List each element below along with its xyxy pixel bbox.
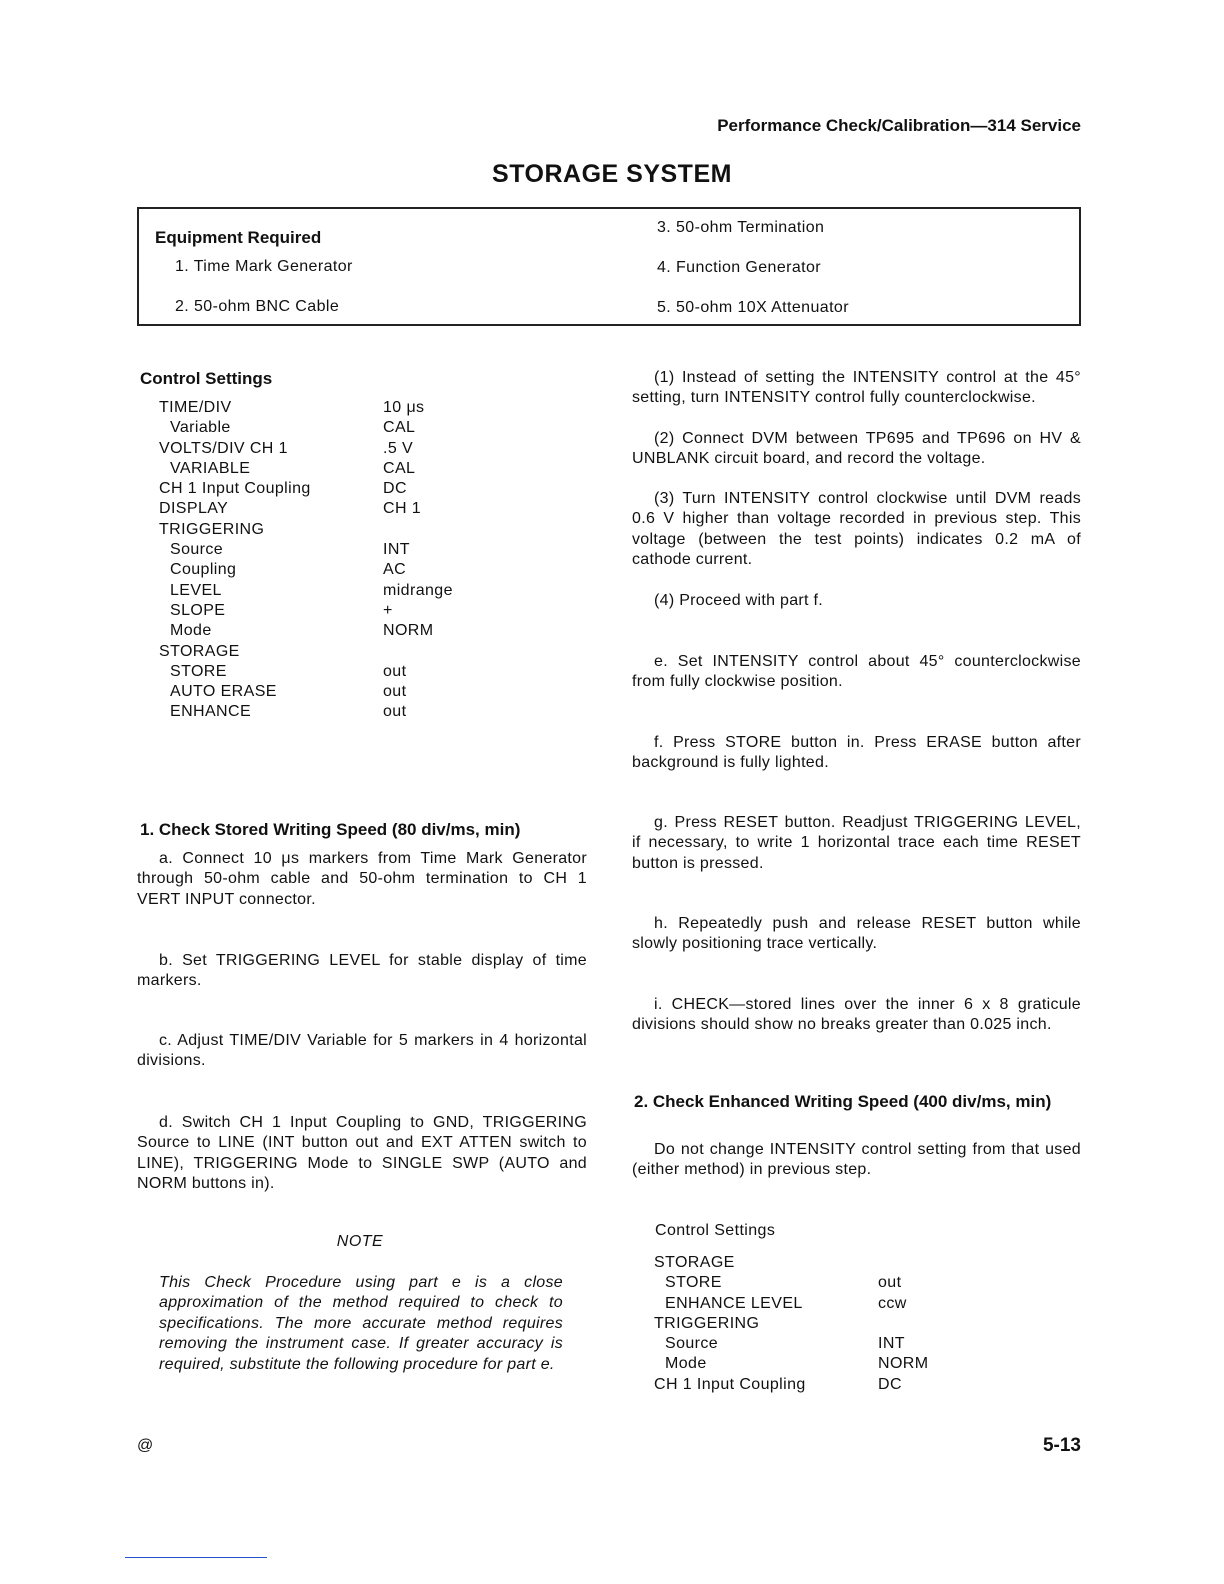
- step2-intro: Do not change INTENSITY control setting from that used (either method) in previous step.: [632, 1141, 1081, 1179]
- setting-label: STORAGE: [159, 642, 240, 660]
- settings-row: [159, 479, 499, 499]
- setting-value: 10 μs: [383, 399, 425, 416]
- equipment-item: 3. 50-ohm Termination: [657, 219, 825, 236]
- settings-row: [654, 1375, 954, 1395]
- running-head: Performance Check/Calibration—314 Service: [717, 116, 1081, 135]
- settings-row: [159, 398, 499, 418]
- setting-label: AUTO ERASE: [170, 683, 277, 701]
- setting-label: Coupling: [170, 561, 237, 579]
- setting-value: out: [383, 703, 407, 721]
- control-settings-table: [159, 398, 499, 723]
- step1-part-i: i. CHECK—stored lines over the inner 6 x 8 graticule divisions should show no breaks greater than 0.025 inch.: [632, 996, 1081, 1034]
- setting-label: VARIABLE: [170, 459, 251, 477]
- setting-label: DISPLAY: [159, 500, 229, 518]
- setting-label: STORE: [665, 1274, 722, 1292]
- settings-row: [159, 601, 499, 621]
- settings-row: [654, 1294, 954, 1314]
- setting-label: STORE: [170, 662, 227, 680]
- setting-value: DC: [878, 1375, 902, 1393]
- setting-value: CAL: [383, 459, 416, 477]
- settings-row: [654, 1334, 954, 1354]
- setting-value: NORM: [878, 1355, 929, 1373]
- setting-label: Source: [170, 541, 224, 559]
- setting-label: LEVEL: [170, 581, 222, 599]
- page-number: 5-13: [1042, 1435, 1081, 1456]
- setting-label: VOLTS/DIV CH 1: [159, 439, 288, 457]
- step1-heading: 1. Check Stored Writing Speed (80 div/ms, min): [140, 820, 521, 839]
- step2-heading: 2. Check Enhanced Writing Speed (400 div/ms, min): [634, 1092, 1052, 1111]
- page-title: STORAGE SYSTEM: [492, 160, 732, 188]
- step2-settings-table: [654, 1253, 954, 1395]
- setting-value: DC: [383, 480, 407, 498]
- step1-part-c: c. Adjust TIME/DIV Variable for 5 markers in 4 horizontal divisions.: [137, 1032, 587, 1070]
- settings-row: [159, 702, 499, 722]
- settings-row: [159, 520, 499, 540]
- footer-mark: @: [137, 1437, 154, 1454]
- settings-row: [159, 560, 499, 580]
- settings-row: [159, 439, 499, 459]
- settings-row: [159, 581, 499, 601]
- setting-label: TIME/DIV: [159, 399, 232, 416]
- setting-value: out: [383, 683, 407, 701]
- setting-label: SLOPE: [170, 601, 226, 619]
- setting-value: NORM: [383, 622, 434, 640]
- footer-rule: [125, 1557, 267, 1558]
- setting-value: .5 V: [383, 439, 414, 457]
- setting-label: Mode: [665, 1355, 707, 1373]
- setting-label: Variable: [170, 419, 231, 437]
- setting-label: TRIGGERING: [654, 1314, 760, 1332]
- settings-row: [159, 642, 499, 662]
- settings-row: [159, 418, 499, 438]
- settings-row: [159, 662, 499, 682]
- setting-value: midrange: [383, 581, 453, 599]
- settings-row: [159, 621, 499, 641]
- settings-row: [654, 1253, 954, 1273]
- step2-settings-heading: Control Settings: [655, 1222, 776, 1239]
- setting-label: ENHANCE LEVEL: [665, 1294, 803, 1312]
- control-settings-heading: Control Settings: [140, 369, 273, 388]
- settings-row: [159, 459, 499, 479]
- step1-part-e: e. Set INTENSITY control about 45° counterclockwise from fully clockwise position.: [632, 653, 1081, 691]
- setting-value: INT: [383, 541, 410, 559]
- setting-value: AC: [383, 561, 407, 579]
- settings-row: [159, 540, 499, 560]
- setting-value: CH 1: [383, 500, 422, 518]
- settings-row: [159, 682, 499, 702]
- setting-label: Source: [665, 1335, 719, 1353]
- setting-label: ENHANCE: [170, 703, 252, 721]
- note-title-text: NOTE: [336, 1233, 384, 1250]
- equipment-item: 4. Function Generator: [657, 259, 822, 276]
- step1-part-a: a. Connect 10 μs markers from Time Mark Generator through 50-ohm cable and 50-ohm termination to CH 1 VERT INPUT connector.: [137, 850, 587, 908]
- step1-part-h: h. Repeatedly push and release RESET button while slowly positioning trace vertically.: [632, 915, 1081, 953]
- setting-value: out: [383, 662, 407, 680]
- setting-value: CAL: [383, 419, 416, 437]
- note-body: This Check Procedure using part e is a close approximation of the method required to check to specifications. The more accurate method requires removing the instrument case. If greater accuracy is required, substitute the following procedure for part e.: [159, 1274, 563, 1373]
- settings-row: [654, 1273, 954, 1293]
- alt-step-2: (2) Connect DVM between TP695 and TP696 on HV & UNBLANK circuit board, and record the voltage.: [632, 430, 1081, 468]
- note-title: [0, 1233, 720, 1251]
- settings-row: [654, 1354, 954, 1374]
- equipment-item: 1. Time Mark Generator: [175, 258, 353, 275]
- setting-label: CH 1 Input Coupling: [159, 480, 311, 498]
- equipment-heading: Equipment Required: [155, 228, 322, 247]
- setting-label: STORAGE: [654, 1254, 735, 1271]
- alt-step-1: (1) Instead of setting the INTENSITY control at the 45° setting, turn INTENSITY control fully counterclockwise.: [632, 369, 1081, 407]
- equipment-item: 2. 50-ohm BNC Cable: [175, 298, 340, 315]
- setting-label: TRIGGERING: [159, 520, 265, 538]
- step1-part-f: f. Press STORE button in. Press ERASE button after background is fully lighted.: [632, 734, 1081, 772]
- setting-label: CH 1 Input Coupling: [654, 1375, 806, 1393]
- setting-value: +: [383, 601, 393, 619]
- step1-part-b: b. Set TRIGGERING LEVEL for stable display of time markers.: [137, 952, 587, 990]
- setting-value: ccw: [878, 1294, 907, 1312]
- equipment-item: 5. 50-ohm 10X Attenuator: [657, 299, 849, 316]
- alt-step-3: (3) Turn INTENSITY control clockwise until DVM reads 0.6 V higher than voltage recorded in previous step. This voltage (between the test points) indicates 0.2 mA of cathode current.: [632, 490, 1081, 569]
- setting-value: out: [878, 1274, 902, 1292]
- step1-part-d: d. Switch CH 1 Input Coupling to GND, TRIGGERING Source to LINE (INT button out and EXT ATTEN switch to LINE), TRIGGERING Mode to SINGLE SWP (AUTO and NORM buttons in).: [137, 1114, 587, 1193]
- step1-part-g: g. Press RESET button. Readjust TRIGGERING LEVEL, if necessary, to write 1 horizontal trace each time RESET button is pressed.: [632, 814, 1081, 872]
- alt-step-4: (4) Proceed with part f.: [654, 592, 824, 609]
- settings-row: [159, 499, 499, 519]
- setting-value: INT: [878, 1335, 905, 1353]
- settings-row: [654, 1314, 954, 1334]
- setting-label: Mode: [170, 622, 212, 640]
